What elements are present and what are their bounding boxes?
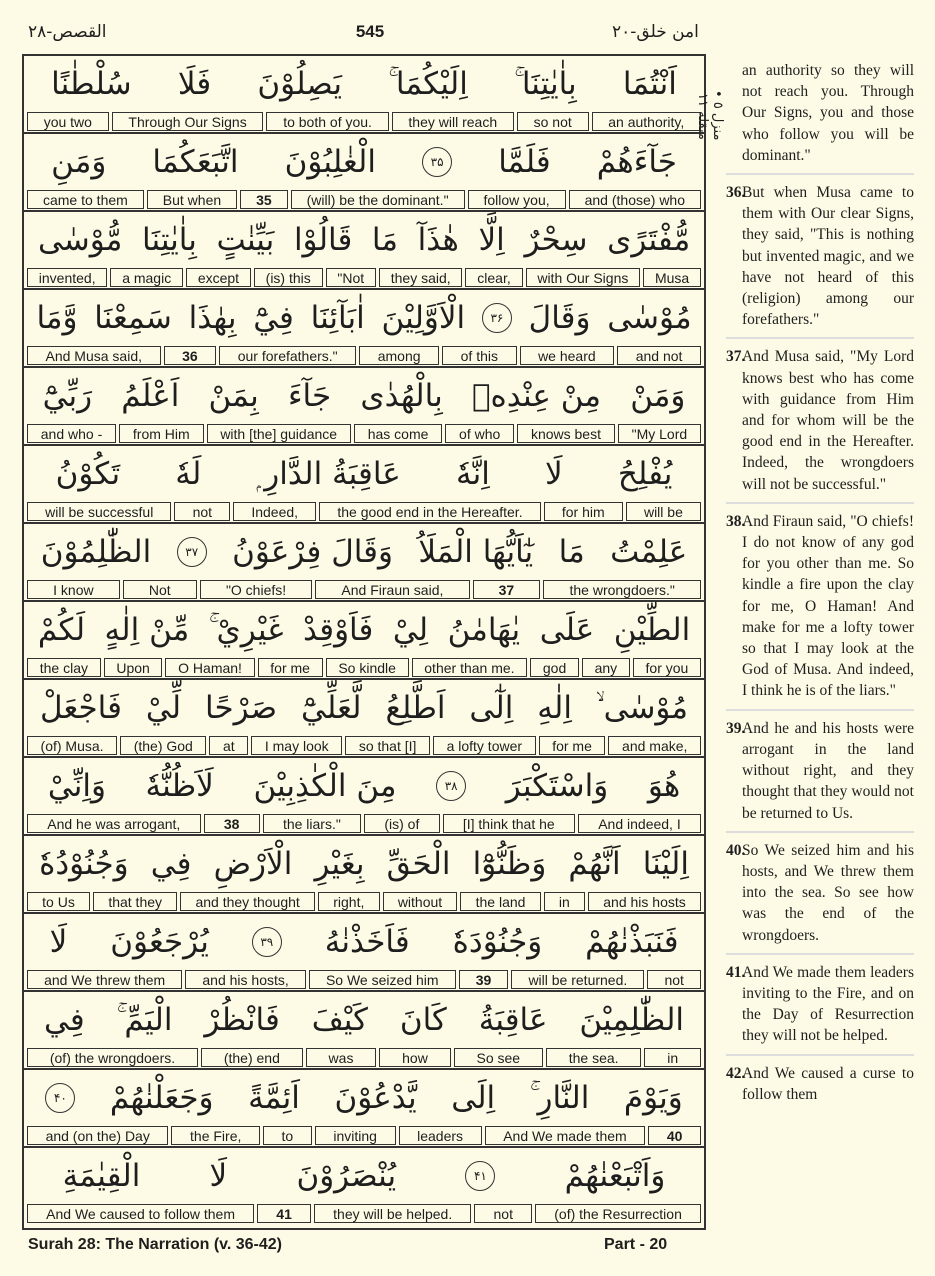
- gloss-cell: right,: [318, 892, 380, 911]
- arabic-word: كَانَ: [399, 1002, 447, 1038]
- gloss-cell: other than me.: [412, 658, 528, 677]
- translation-text: And We caused a curse to follow them: [742, 1064, 914, 1103]
- gloss-cell: and (on the) Day: [27, 1126, 168, 1145]
- gloss-cell: except: [186, 268, 251, 287]
- english-gloss-line: [24, 346, 704, 366]
- gloss-cell: [I] think that he: [443, 814, 575, 833]
- gloss-cell: and not: [617, 346, 701, 365]
- verse-marker-icon: ۴۱: [465, 1161, 495, 1191]
- gloss-cell: to: [263, 1126, 312, 1145]
- gloss-cell: clear,: [465, 268, 522, 287]
- gloss-cell: without: [383, 892, 458, 911]
- verse-row: [24, 212, 704, 290]
- arabic-word: لَهٗ: [175, 456, 202, 492]
- english-gloss-line: [24, 658, 704, 678]
- arabic-word: بَيِّنٰتٍ: [216, 222, 275, 258]
- gloss-cell: And We caused to follow them: [27, 1204, 254, 1223]
- arabic-line: [28, 370, 700, 422]
- gloss-cell: And indeed, I: [578, 814, 701, 833]
- english-gloss-line: [24, 1204, 704, 1224]
- verse-number-cell: 36: [164, 346, 217, 365]
- translation-verse-number: 42.: [726, 1064, 746, 1082]
- arabic-word: وَقَالَ فِرْعَوْنُ: [232, 534, 393, 570]
- arabic-word: اَئِمَّةً: [248, 1080, 300, 1116]
- arabic-word: عَاقِبَةُ: [478, 1002, 548, 1038]
- verse-row: [24, 914, 704, 992]
- english-gloss-line: [24, 736, 704, 756]
- translation-separator: [726, 1054, 914, 1056]
- gloss-cell: So see: [454, 1048, 543, 1067]
- arabic-word: اِلَيْكُمَا ۚ: [388, 65, 468, 102]
- verse-row: [24, 1148, 704, 1226]
- arabic-word: يُنْصَرُوْنَ: [296, 1158, 397, 1194]
- arabic-word: الْاَوَّلِيْنَ: [381, 300, 466, 336]
- arabic-word: جَآءَهُمْ: [596, 144, 677, 180]
- arabic-word: بِاٰيٰتِنَا: [142, 222, 197, 258]
- gloss-cell: Musa: [643, 268, 701, 287]
- gloss-cell: follow you,: [468, 190, 566, 209]
- english-gloss-line: [24, 502, 704, 522]
- translation-separator: [726, 337, 914, 339]
- translation-verse-number: 40.: [726, 841, 746, 859]
- gloss-cell: (the) God: [120, 736, 206, 755]
- gloss-cell: among: [359, 346, 439, 365]
- arabic-word: مُّوْسٰى: [37, 222, 123, 258]
- arabic-word: اِلَى: [451, 1080, 496, 1116]
- arabic-word: هُوَ: [647, 768, 681, 804]
- verse-marker-icon: ۴۰: [45, 1083, 75, 1113]
- gloss-cell: Through Our Signs: [112, 112, 264, 131]
- translation-verse: [726, 962, 914, 1047]
- gloss-cell: (of) the Resurrection: [535, 1204, 701, 1223]
- arabic-word: الظّٰلِمُوْنَ: [40, 534, 152, 570]
- arabic-word: بِغَيْرِ: [314, 846, 365, 882]
- english-gloss-line: [24, 892, 704, 912]
- gloss-cell: (is) of: [364, 814, 440, 833]
- arabic-line: [28, 214, 700, 266]
- gloss-cell: the liars.": [263, 814, 361, 833]
- gloss-cell: how: [379, 1048, 450, 1067]
- english-gloss-line: [24, 1048, 704, 1068]
- verse-row: [24, 836, 704, 914]
- verse-marker-icon: ۳۶: [482, 303, 512, 333]
- gloss-cell: an authority,: [592, 112, 702, 131]
- gloss-cell: And he was arrogant,: [27, 814, 201, 833]
- arabic-word: وَجُنُوْدُهٗ: [39, 846, 129, 882]
- arabic-word: الْقِيٰمَةِ: [62, 1158, 141, 1194]
- translation-verse-number: 41.: [726, 963, 746, 981]
- arabic-word: اِنَّهٗ: [455, 456, 490, 492]
- arabic-line: [28, 448, 700, 500]
- verse-row: [24, 992, 704, 1070]
- translation-verse: [726, 840, 914, 946]
- arabic-word: فَاَخَذْنٰهُ: [324, 924, 410, 960]
- verse-row: [24, 524, 704, 602]
- arabic-word: لَا: [209, 1158, 228, 1194]
- arabic-word: فَاجْعَلْ: [40, 690, 122, 726]
- arabic-word: لِّيْ: [145, 690, 182, 726]
- verse-number-cell: 37: [473, 580, 541, 599]
- arabic-line: [28, 526, 700, 578]
- arabic-word: اَنَّهُمْ: [568, 846, 621, 882]
- arabic-word: مَا: [371, 222, 398, 258]
- gloss-cell: our forefathers.": [219, 346, 356, 365]
- arabic-word: يَصِلُوْنَ: [257, 66, 342, 102]
- gloss-cell: "My Lord: [618, 424, 701, 443]
- gloss-cell: I know: [27, 580, 120, 599]
- arabic-word: وَمَنِ: [51, 144, 107, 180]
- translation-text: an authority so they will not reach you. Through Our Signs, you and those who follow you will be dominant.": [742, 62, 914, 164]
- gloss-cell: of who: [445, 424, 514, 443]
- surah-footer: Surah 28: The Narration (v. 36-42): [28, 1236, 282, 1253]
- gloss-cell: invented,: [27, 268, 107, 287]
- gloss-cell: not: [174, 502, 230, 521]
- gloss-cell: the sea.: [546, 1048, 642, 1067]
- arabic-word: الطِّيْنِ: [613, 612, 691, 648]
- gloss-cell: will be returned.: [511, 970, 644, 989]
- arabic-word: اَنْتُمَا: [622, 66, 677, 102]
- verse-number-cell: 40: [648, 1126, 701, 1145]
- arabic-word: جَآءَ: [287, 378, 332, 414]
- translation-text: But when Musa came to them with Our clear Signs, they said, "This is nothing but invented magic, and we have not heard of this (religion) among our forefathers.": [742, 184, 914, 329]
- arabic-word: يٰهَامٰنُ: [447, 612, 521, 648]
- gloss-cell: But when: [147, 190, 237, 209]
- arabic-word: يَّدْعُوْنَ: [334, 1080, 417, 1116]
- gloss-cell: Indeed,: [233, 502, 316, 521]
- gloss-cell: any: [582, 658, 630, 677]
- gloss-cell: for you: [633, 658, 701, 677]
- translation-verse: [726, 346, 914, 494]
- gloss-cell: from Him: [119, 424, 203, 443]
- arabic-word: سُلْطٰنًا: [51, 66, 132, 102]
- arabic-word: لَاَظُنُّهٗ: [145, 768, 214, 804]
- arabic-word: يُرْجَعُوْنَ: [110, 924, 209, 960]
- gloss-cell: and who -: [27, 424, 116, 443]
- gloss-cell: and his hosts: [588, 892, 701, 911]
- arabic-word: يُفْلِحُ: [617, 456, 673, 492]
- gloss-cell: And Firaun said,: [315, 580, 469, 599]
- verse-row: [24, 758, 704, 836]
- arabic-line: [28, 838, 700, 890]
- translation-verse-number: 36.: [726, 184, 746, 202]
- gloss-cell: of this: [442, 346, 516, 365]
- arabic-word: هٰذَآ: [417, 222, 459, 258]
- gloss-cell: "O chiefs!: [200, 580, 312, 599]
- gloss-cell: and his hosts,: [185, 970, 306, 989]
- manzil-marginal-note: منزل ٥ • منقلة ١١: [695, 89, 725, 140]
- arabic-word: الْغٰلِبُوْنَ: [284, 144, 376, 180]
- arabic-word: بِاٰيٰتِنَا ۚ: [514, 65, 577, 102]
- gloss-cell: "Not: [326, 268, 376, 287]
- arabic-word: كَيْفَ: [311, 1002, 368, 1038]
- gloss-cell: the clay: [27, 658, 101, 677]
- gloss-cell: for him: [544, 502, 623, 521]
- arabic-word: اِلٰٓى: [469, 690, 514, 726]
- arabic-word: لَكُمْ: [37, 612, 86, 648]
- arabic-word: قَالُوْا: [293, 222, 353, 258]
- arabic-word: فِي: [44, 1002, 85, 1038]
- translation-separator: [726, 173, 914, 175]
- arabic-line: [28, 292, 700, 344]
- verse-row: [24, 56, 704, 134]
- translation-column: [726, 60, 914, 1119]
- gloss-cell: came to them: [27, 190, 144, 209]
- gloss-cell: has come: [354, 424, 442, 443]
- gloss-cell: in: [644, 1048, 701, 1067]
- verse-row: [24, 290, 704, 368]
- gloss-cell: (is) this: [254, 268, 323, 287]
- arabic-word: اِلَّا: [478, 222, 505, 258]
- gloss-cell: knows best: [517, 424, 615, 443]
- arabic-word: مُّفْتَرًى: [607, 222, 691, 258]
- english-gloss-line: [24, 424, 704, 444]
- gloss-cell: they said,: [379, 268, 463, 287]
- gloss-cell: the good end in the Hereafter.: [319, 502, 541, 521]
- arabic-word: فَاَوْقِدْ: [302, 612, 374, 648]
- arabic-word: مُوْسٰى ۙ: [595, 689, 689, 726]
- verse-number-cell: 38: [204, 814, 260, 833]
- gloss-cell: And We made them: [485, 1126, 646, 1145]
- arabic-word: رَبِّيْٓ: [42, 378, 93, 414]
- part-footer: Part - 20: [604, 1236, 668, 1253]
- verse-row: [24, 134, 704, 212]
- gloss-cell: (of) Musa.: [27, 736, 117, 755]
- gloss-cell: not: [474, 1204, 532, 1223]
- arabic-word: لَّعَلِّيْٓ: [301, 690, 362, 726]
- arabic-word: مَا: [558, 534, 585, 570]
- arabic-word: لَا: [544, 456, 563, 492]
- gloss-cell: will be successful: [27, 502, 171, 521]
- gloss-cell: to both of you.: [266, 112, 388, 131]
- verse-row: [24, 680, 704, 758]
- translation-text: And We made them leaders inviting to the Fire, and on the Day of Resurrection they will not be helped.: [742, 963, 914, 1045]
- translation-verse-number: 38.: [726, 512, 746, 530]
- gloss-cell: (the) end: [201, 1048, 303, 1067]
- gloss-cell: (of) the wrongdoers.: [27, 1048, 198, 1067]
- arabic-line: [28, 136, 700, 188]
- gloss-cell: I may look: [251, 736, 342, 755]
- surah-header-arabic: القصص-٢٨: [28, 22, 107, 42]
- verse-row: [24, 1070, 704, 1148]
- gloss-cell: we heard: [520, 346, 615, 365]
- translation-separator: [726, 502, 914, 504]
- english-gloss-line: [24, 190, 704, 210]
- gloss-cell: a lofty tower: [433, 736, 536, 755]
- arabic-word: تَكُوْنُ: [55, 456, 121, 492]
- gloss-cell: that they: [93, 892, 177, 911]
- arabic-word: وَجُنُوْدَهٗ: [452, 924, 543, 960]
- arabic-word: وَقَالَ: [528, 300, 591, 336]
- arabic-word: فِيْٓ: [253, 300, 294, 336]
- arabic-word: بِالْهُدٰى: [360, 378, 443, 414]
- english-gloss-line: [24, 580, 704, 600]
- translation-separator: [726, 953, 914, 955]
- translation-verse: [726, 511, 914, 702]
- translation-separator: [726, 831, 914, 833]
- arabic-word: اَعْلَمُ: [121, 378, 180, 414]
- arabic-word: فَنَبَذْنٰهُمْ: [585, 924, 679, 960]
- gloss-cell: so that [I]: [345, 736, 430, 755]
- gloss-cell: not: [647, 970, 701, 989]
- arabic-word: سَمِعْنَا: [94, 300, 172, 336]
- gloss-cell: god: [530, 658, 579, 677]
- verse-marker-icon: ۳۸: [436, 771, 466, 801]
- arabic-word: فِي: [150, 846, 192, 882]
- arabic-word: الْاَرْضِ: [213, 846, 293, 882]
- gloss-cell: they will be helped.: [314, 1204, 471, 1223]
- arabic-line: [28, 916, 700, 968]
- arabic-word: الْيَمِّ ۚ: [116, 1001, 173, 1038]
- arabic-word: وَاسْتَكْبَرَ: [505, 768, 609, 804]
- arabic-word: عَلِمْتُ: [610, 534, 688, 570]
- gloss-cell: so not: [517, 112, 589, 131]
- arabic-word: مُوْسٰى: [607, 300, 692, 336]
- arabic-word: عَاقِبَةُ الدَّارِ ۭ: [256, 455, 401, 492]
- verse-row: [24, 368, 704, 446]
- gloss-cell: inviting: [315, 1126, 396, 1145]
- arabic-word: بِهٰذَا: [188, 300, 237, 336]
- page-number: 545: [355, 22, 385, 41]
- gloss-cell: for me: [539, 736, 606, 755]
- translation-verse-number: 39.: [726, 719, 746, 737]
- arabic-line: [28, 682, 700, 734]
- arabic-word: عَلَى: [539, 612, 595, 648]
- arabic-word: وَجَعَلْنٰهُمْ: [109, 1080, 214, 1116]
- gloss-cell: (will) be the dominant.": [291, 190, 465, 209]
- arabic-word: صَرْحًا: [205, 690, 278, 726]
- translation-verse: [726, 60, 914, 166]
- arabic-word: بِمَنْ: [208, 378, 259, 414]
- gloss-cell: leaders: [399, 1126, 482, 1145]
- gloss-cell: at: [209, 736, 248, 755]
- arabic-word: مِنَ الْكٰذِبِيْنَ: [253, 768, 397, 804]
- english-gloss-line: [24, 814, 704, 834]
- arabic-word: فَلَمَّا: [498, 144, 551, 180]
- translation-text: And Musa said, "My Lord knows best who has come with guidance from Him and for whom will be the good end in the Hereafter. Indeed, the wrongdoers will not be successful.": [742, 348, 914, 493]
- arabic-word: وَظَنُّوْٓا: [472, 846, 547, 882]
- arabic-word: مِنْ عِنْدِهٖ: [471, 378, 601, 414]
- verse-number-cell: 35: [240, 190, 288, 209]
- gloss-cell: and they thought: [180, 892, 315, 911]
- english-gloss-line: [24, 1126, 704, 1146]
- arabic-word: الْحَقِّ: [386, 846, 451, 882]
- gloss-cell: So kindle: [326, 658, 409, 677]
- juz-header-arabic: امن خلق-٢٠: [612, 22, 699, 42]
- arabic-word: فَانْظُرْ: [204, 1002, 280, 1038]
- arabic-word: مِّنْ اِلٰهٍ: [104, 612, 190, 648]
- arabic-word: وَاَتْبَعْنٰهُمْ: [564, 1158, 666, 1194]
- arabic-word: اِلَيْنَا: [642, 846, 689, 882]
- translation-separator: [726, 709, 914, 711]
- gloss-cell: O Haman!: [165, 658, 254, 677]
- arabic-word: اتَّبَعَكُمَا: [152, 144, 239, 180]
- gloss-cell: you two: [27, 112, 109, 131]
- verse-number-cell: 39: [459, 970, 509, 989]
- arabic-line: [28, 1150, 700, 1202]
- gloss-cell: with Our Signs: [526, 268, 641, 287]
- verse-marker-icon: ۳۵: [422, 147, 452, 177]
- gloss-cell: and make,: [608, 736, 701, 755]
- arabic-word: النَّارِ ۚ: [529, 1079, 590, 1116]
- gloss-cell: the Fire,: [171, 1126, 260, 1145]
- translation-text: And Firaun said, "O chiefs! I do not know of any god for you other than me. So kindle a fire upon the clay for me, O Haman! And make for me a lofty tower so that I may look at the God of Musa. And indeed, I think he is of the liars.": [742, 512, 914, 700]
- translation-text: And he and his hosts were arrogant in the land without right, and they thought that they would not be returned to Us.: [742, 719, 914, 822]
- gloss-cell: the wrongdoers.": [543, 580, 701, 599]
- gloss-cell: will be: [626, 502, 701, 521]
- arabic-word: سِحْرٌ: [524, 222, 588, 258]
- word-by-word-grid: [22, 54, 706, 1230]
- translation-verse: [726, 1063, 914, 1105]
- arabic-line: [28, 1072, 700, 1124]
- gloss-cell: to Us: [27, 892, 90, 911]
- arabic-line: [28, 994, 700, 1046]
- arabic-word: اَطَّلِعُ: [385, 690, 446, 726]
- arabic-word: لَا: [49, 924, 68, 960]
- gloss-cell: for me: [258, 658, 323, 677]
- verse-row: [24, 446, 704, 524]
- arabic-line: [28, 58, 700, 110]
- gloss-cell: and We threw them: [27, 970, 182, 989]
- gloss-cell: with [the] guidance: [207, 424, 351, 443]
- arabic-word: وَاِنِّيْ: [47, 768, 106, 804]
- english-gloss-line: [24, 268, 704, 288]
- arabic-word: وَيَوْمَ: [623, 1080, 683, 1116]
- verse-number-cell: 41: [257, 1204, 311, 1223]
- arabic-word: فَلَا: [177, 66, 212, 102]
- gloss-cell: And Musa said,: [27, 346, 161, 365]
- gloss-cell: they will reach: [392, 112, 514, 131]
- arabic-word: يٰٓاَيُّهَا الْمَلَاُ: [418, 534, 534, 570]
- translation-verse-number: 37.: [726, 348, 746, 366]
- arabic-word: اٰبَآئِنَا: [310, 300, 365, 336]
- gloss-cell: Not: [123, 580, 197, 599]
- gloss-cell: Upon: [104, 658, 163, 677]
- translation-verse: [726, 718, 914, 824]
- arabic-word: لِيْ: [392, 612, 429, 648]
- gloss-cell: in: [544, 892, 585, 911]
- gloss-cell: So We seized him: [309, 970, 456, 989]
- translation-text: So We seized him and his hosts, and We threw them into the sea. So see how was the end of the wrongdoers.: [742, 841, 914, 944]
- gloss-cell: a magic: [110, 268, 183, 287]
- verse-row: [24, 602, 704, 680]
- arabic-line: [28, 760, 700, 812]
- arabic-line: [28, 604, 700, 656]
- english-gloss-line: [24, 112, 704, 132]
- arabic-word: غَيْرِيْ ۚ: [208, 611, 284, 648]
- translation-verse: [726, 182, 914, 330]
- verse-marker-icon: ۳۹: [252, 927, 282, 957]
- gloss-cell: was: [306, 1048, 377, 1067]
- arabic-word: وَّمَا: [36, 300, 78, 336]
- english-gloss-line: [24, 970, 704, 990]
- arabic-word: وَمَنْ: [630, 378, 686, 414]
- arabic-word: الظّٰلِمِيْنَ: [579, 1002, 685, 1038]
- verse-marker-icon: ۳۷: [177, 537, 207, 567]
- gloss-cell: and (those) who: [569, 190, 701, 209]
- arabic-word: اِلٰهِ: [537, 690, 572, 726]
- gloss-cell: the land: [460, 892, 540, 911]
